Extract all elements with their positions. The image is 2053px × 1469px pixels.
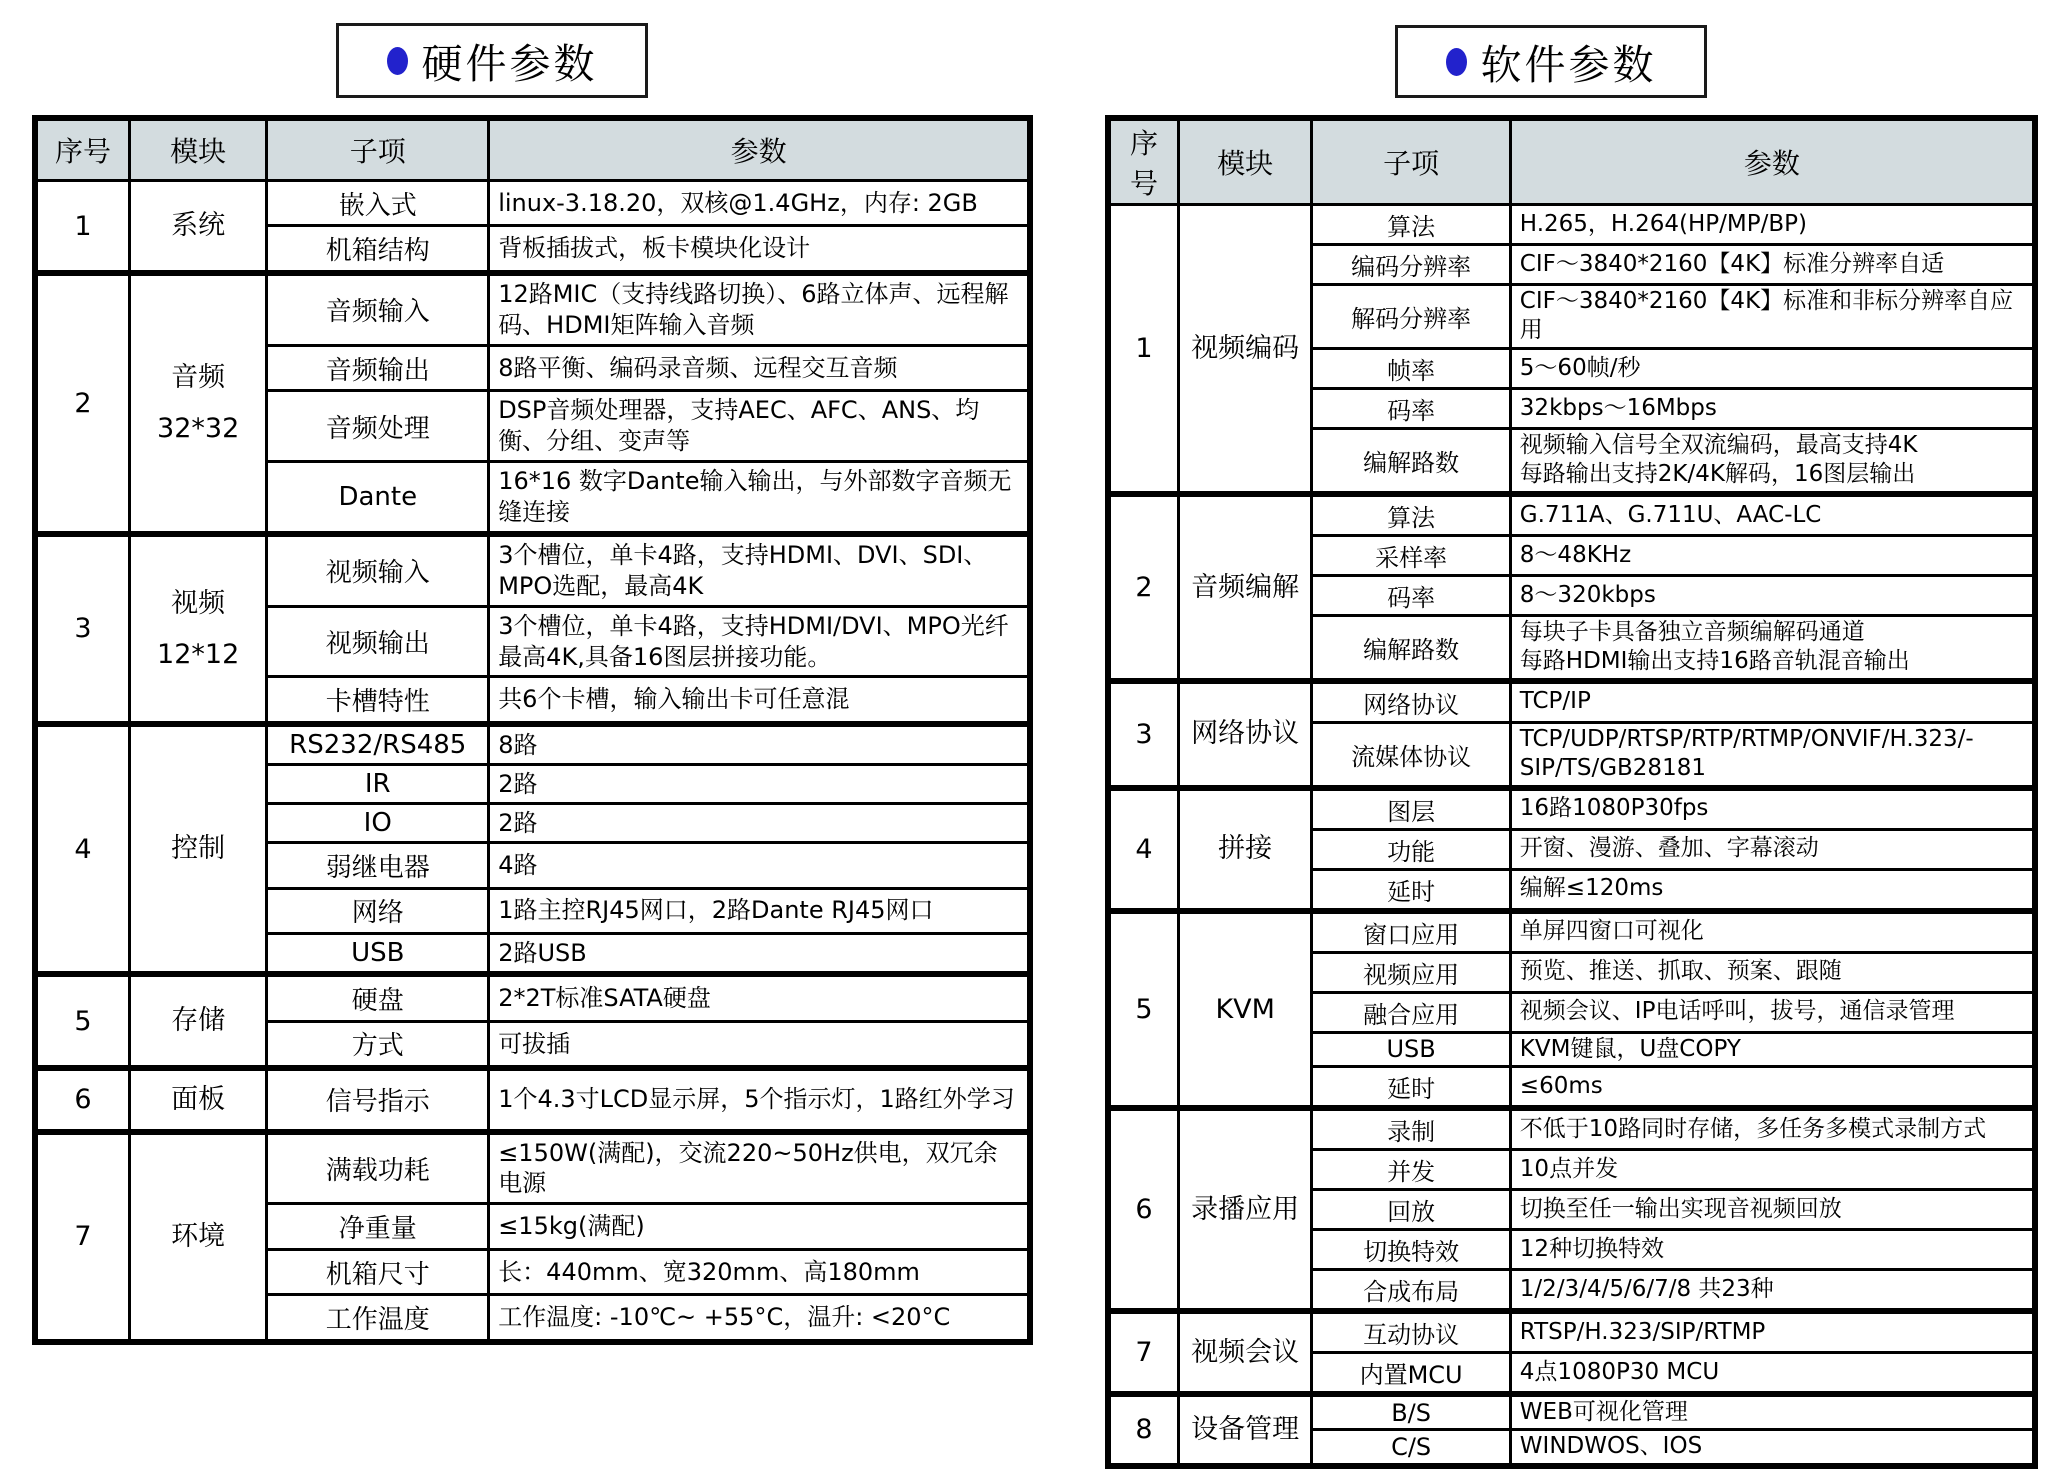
table-row [35, 273, 1030, 345]
subitem-cell: 算法 [1312, 205, 1510, 245]
subitem-cell: 硬盘 [267, 974, 489, 1021]
subitem-cell: 工作温度 [267, 1295, 489, 1342]
param-cell: 2路 [489, 765, 1030, 804]
subitem-cell: 净重量 [267, 1204, 489, 1249]
module-cell: 拼接 [1178, 788, 1311, 911]
param-cell: 可拔插 [489, 1021, 1030, 1068]
param-cell: 8路 [489, 724, 1030, 765]
subitem-cell: 视频输入 [267, 534, 489, 606]
col-header-module: 模块 [1178, 118, 1311, 205]
param-cell: DSP音频处理器，支持AEC、AFC、ANS、均衡、分组、变声等 [489, 391, 1030, 462]
serial-cell: 4 [35, 724, 130, 974]
subitem-cell: 内置MCU [1312, 1352, 1510, 1394]
subitem-cell: 帧率 [1312, 348, 1510, 388]
subitem-cell: 方式 [267, 1021, 489, 1068]
blue-dot-icon [1446, 48, 1467, 76]
param-cell: H.265，H.264(HP/MP/BP) [1510, 205, 2035, 245]
blue-dot-icon [387, 47, 408, 75]
table-row [1108, 681, 2035, 723]
serial-cell: 5 [1108, 911, 1178, 1108]
module-cell: 控制 [130, 724, 267, 974]
hardware-title: 硬件参数 [421, 40, 598, 88]
param-cell: 4点1080P30 MCU [1510, 1352, 2035, 1394]
module-cell: 视频编码 [1178, 205, 1311, 494]
table-row [35, 1068, 1030, 1131]
table-row [35, 1132, 1030, 1204]
subitem-cell: 视频输出 [267, 606, 489, 677]
param-cell: 1/2/3/4/5/6/7/8 共23种 [1510, 1269, 2035, 1311]
col-header-subitem: 子项 [1312, 118, 1510, 205]
param-cell: RTSP/H.323/SIP/RTMP [1510, 1311, 2035, 1353]
subitem-cell: Dante [267, 462, 489, 534]
param-cell: 12种切换特效 [1510, 1229, 2035, 1269]
param-cell: 单屏四窗口可视化 [1510, 911, 2035, 953]
subitem-cell: 编码分辨率 [1312, 245, 1510, 285]
module-cell: KVM [1178, 911, 1311, 1108]
table-row [1108, 1311, 2035, 1353]
software-spec-table [1105, 115, 2038, 1469]
serial-cell: 2 [1108, 494, 1178, 681]
param-cell: 8～48KHz [1510, 535, 2035, 575]
subitem-cell: 机箱结构 [267, 226, 489, 273]
hardware-header-row [35, 118, 1030, 181]
table-row [35, 724, 1030, 765]
table-row [35, 974, 1030, 1021]
param-cell: WEB可视化管理 [1510, 1394, 2035, 1430]
col-header-serial: 序号 [1108, 118, 1178, 205]
serial-cell: 2 [35, 273, 130, 534]
subitem-cell: USB [1312, 1032, 1510, 1066]
param-cell: 2*2T标准SATA硬盘 [489, 974, 1030, 1021]
subitem-cell: 编解路数 [1312, 615, 1510, 680]
subitem-cell: 音频输入 [267, 273, 489, 345]
subitem-cell: 互动协议 [1312, 1311, 1510, 1353]
table-row [1108, 494, 2035, 536]
subitem-cell: C/S [1312, 1430, 1510, 1466]
param-cell: 1路主控RJ45网口，2路Dante RJ45网口 [489, 888, 1030, 933]
serial-cell: 7 [1108, 1311, 1178, 1394]
module-cell: 环境 [130, 1132, 267, 1342]
param-cell: WINDWOS、IOS [1510, 1430, 2035, 1466]
param-cell: G.711A、G.711U、AAC-LC [1510, 494, 2035, 536]
param-cell: 2路USB [489, 934, 1030, 975]
param-cell: 预览、推送、抓取、预案、跟随 [1510, 952, 2035, 992]
param-cell: 10点并发 [1510, 1149, 2035, 1189]
subitem-cell: 编解路数 [1312, 428, 1510, 493]
param-cell: 长：440mm、宽320mm、高180mm [489, 1249, 1030, 1294]
serial-cell: 6 [1108, 1108, 1178, 1311]
param-cell: ≤15kg(满配) [489, 1204, 1030, 1249]
module-cell: 设备管理 [1178, 1394, 1311, 1466]
col-header-param: 参数 [1510, 118, 2035, 205]
param-cell: 3个槽位，单卡4路，支持HDMI、DVI、SDI、MPO选配，最高4K [489, 534, 1030, 606]
param-cell: 开窗、漫游、叠加、字幕滚动 [1510, 829, 2035, 869]
col-header-module: 模块 [130, 118, 267, 181]
software-header-row [1108, 118, 2035, 205]
table-row [35, 534, 1030, 606]
param-cell: 5～60帧/秒 [1510, 348, 2035, 388]
module-cell: 存储 [130, 974, 267, 1068]
table-row [35, 181, 1030, 226]
subitem-cell: 合成布局 [1312, 1269, 1510, 1311]
param-cell: KVM键鼠，U盘COPY [1510, 1032, 2035, 1066]
param-cell: 切换至任一输出实现音视频回放 [1510, 1189, 2035, 1229]
param-cell: 共6个卡槽，输入输出卡可任意混 [489, 677, 1030, 724]
subitem-cell: 音频输出 [267, 345, 489, 390]
subitem-cell: 窗口应用 [1312, 911, 1510, 953]
subitem-cell: 信号指示 [267, 1068, 489, 1131]
serial-cell: 3 [35, 534, 130, 724]
subitem-cell: 并发 [1312, 1149, 1510, 1189]
param-cell: 背板插拔式，板卡模块化设计 [489, 226, 1030, 273]
subitem-cell: 解码分辨率 [1312, 285, 1510, 349]
serial-cell: 7 [35, 1132, 130, 1342]
param-cell: 16*16 数字Dante输入输出，与外部数字音频无缝连接 [489, 462, 1030, 534]
subitem-cell: 弱继电器 [267, 843, 489, 888]
module-cell: 音频 32*32 [130, 273, 267, 534]
table-row [1108, 1108, 2035, 1150]
param-cell: 每块子卡具备独立音频编解码通道 每路HDMI输出支持16路音轨混音输出 [1510, 615, 2035, 680]
param-cell: 不低于10路同时存储，多任务多模式录制方式 [1510, 1108, 2035, 1150]
param-cell: 1个4.3寸LCD显示屏，5个指示灯，1路红外学习 [489, 1068, 1030, 1131]
table-row [1108, 205, 2035, 245]
param-cell: 2路 [489, 804, 1030, 843]
table-row [1108, 1394, 2035, 1430]
param-cell: CIF～3840*2160【4K】标准分辨率自适 [1510, 245, 2035, 285]
table-row [1108, 911, 2035, 953]
subitem-cell: 录制 [1312, 1108, 1510, 1150]
subitem-cell: 延时 [1312, 1066, 1510, 1108]
param-cell: 4路 [489, 843, 1030, 888]
subitem-cell: RS232/RS485 [267, 724, 489, 765]
param-cell: 16路1080P30fps [1510, 788, 2035, 830]
subitem-cell: 延时 [1312, 869, 1510, 911]
subitem-cell: 卡槽特性 [267, 677, 489, 724]
param-cell: 32kbps～16Mbps [1510, 388, 2035, 428]
software-title-box [1395, 25, 1707, 98]
param-cell: TCP/UDP/RTSP/RTP/RTMP/ONVIF/H.323/- SIP/TS/GB28181 [1510, 722, 2035, 787]
module-cell: 视频 12*12 [130, 534, 267, 724]
serial-cell: 4 [1108, 788, 1178, 911]
subitem-cell: 码率 [1312, 575, 1510, 615]
subitem-cell: 满载功耗 [267, 1132, 489, 1204]
serial-cell: 8 [1108, 1394, 1178, 1466]
subitem-cell: 机箱尺寸 [267, 1249, 489, 1294]
table-row [1108, 788, 2035, 830]
param-cell: 编解≤120ms [1510, 869, 2035, 911]
col-header-param: 参数 [489, 118, 1030, 181]
param-cell: 12路MIC（支持线路切换）、6路立体声、远程解码、HDMI矩阵输入音频 [489, 273, 1030, 345]
subitem-cell: IO [267, 804, 489, 843]
serial-cell: 5 [35, 974, 130, 1068]
subitem-cell: 融合应用 [1312, 992, 1510, 1032]
subitem-cell: 视频应用 [1312, 952, 1510, 992]
serial-cell: 1 [1108, 205, 1178, 494]
module-cell: 面板 [130, 1068, 267, 1131]
subitem-cell: 图层 [1312, 788, 1510, 830]
serial-cell: 6 [35, 1068, 130, 1131]
subitem-cell: 功能 [1312, 829, 1510, 869]
param-cell: ≤60ms [1510, 1066, 2035, 1108]
subitem-cell: 采样率 [1312, 535, 1510, 575]
param-cell: ≤150W(满配)，交流220~50Hz供电，双冗余电源 [489, 1132, 1030, 1204]
subitem-cell: B/S [1312, 1394, 1510, 1430]
subitem-cell: 回放 [1312, 1189, 1510, 1229]
serial-cell: 1 [35, 181, 130, 274]
param-cell: 工作温度: -10℃~ +55°C，温升: <20°C [489, 1295, 1030, 1342]
module-cell: 视频会议 [1178, 1311, 1311, 1394]
param-cell: 8路平衡、编码录音频、远程交互音频 [489, 345, 1030, 390]
module-cell: 录播应用 [1178, 1108, 1311, 1311]
subitem-cell: 音频处理 [267, 391, 489, 462]
module-cell: 网络协议 [1178, 681, 1311, 788]
param-cell: 8～320kbps [1510, 575, 2035, 615]
hardware-spec-table [32, 115, 1033, 1345]
subitem-cell: IR [267, 765, 489, 804]
subitem-cell: 码率 [1312, 388, 1510, 428]
subitem-cell: 切换特效 [1312, 1229, 1510, 1269]
subitem-cell: USB [267, 934, 489, 975]
hardware-title-box [336, 23, 648, 98]
param-cell: linux-3.18.20，双核@1.4GHz，内存: 2GB [489, 181, 1030, 226]
subitem-cell: 嵌入式 [267, 181, 489, 226]
module-cell: 系统 [130, 181, 267, 274]
param-cell: 视频输入信号全双流编码，最高支持4K 每路输出支持2K/4K解码，16图层输出 [1510, 428, 2035, 493]
software-title: 软件参数 [1480, 41, 1657, 89]
param-cell: 视频会议、IP电话呼叫，拔号，通信录管理 [1510, 992, 2035, 1032]
param-cell: 3个槽位，单卡4路，支持HDMI/DVI、MPO光纤最高4K,具备16图层拼接功能。 [489, 606, 1030, 677]
subitem-cell: 网络协议 [1312, 681, 1510, 723]
col-header-serial: 序号 [35, 118, 130, 181]
module-cell: 音频编解 [1178, 494, 1311, 681]
subitem-cell: 算法 [1312, 494, 1510, 536]
param-cell: TCP/IP [1510, 681, 2035, 723]
serial-cell: 3 [1108, 681, 1178, 788]
param-cell: CIF～3840*2160【4K】标准和非标分辨率自应用 [1510, 285, 2035, 349]
col-header-subitem: 子项 [267, 118, 489, 181]
subitem-cell: 网络 [267, 888, 489, 933]
subitem-cell: 流媒体协议 [1312, 722, 1510, 787]
